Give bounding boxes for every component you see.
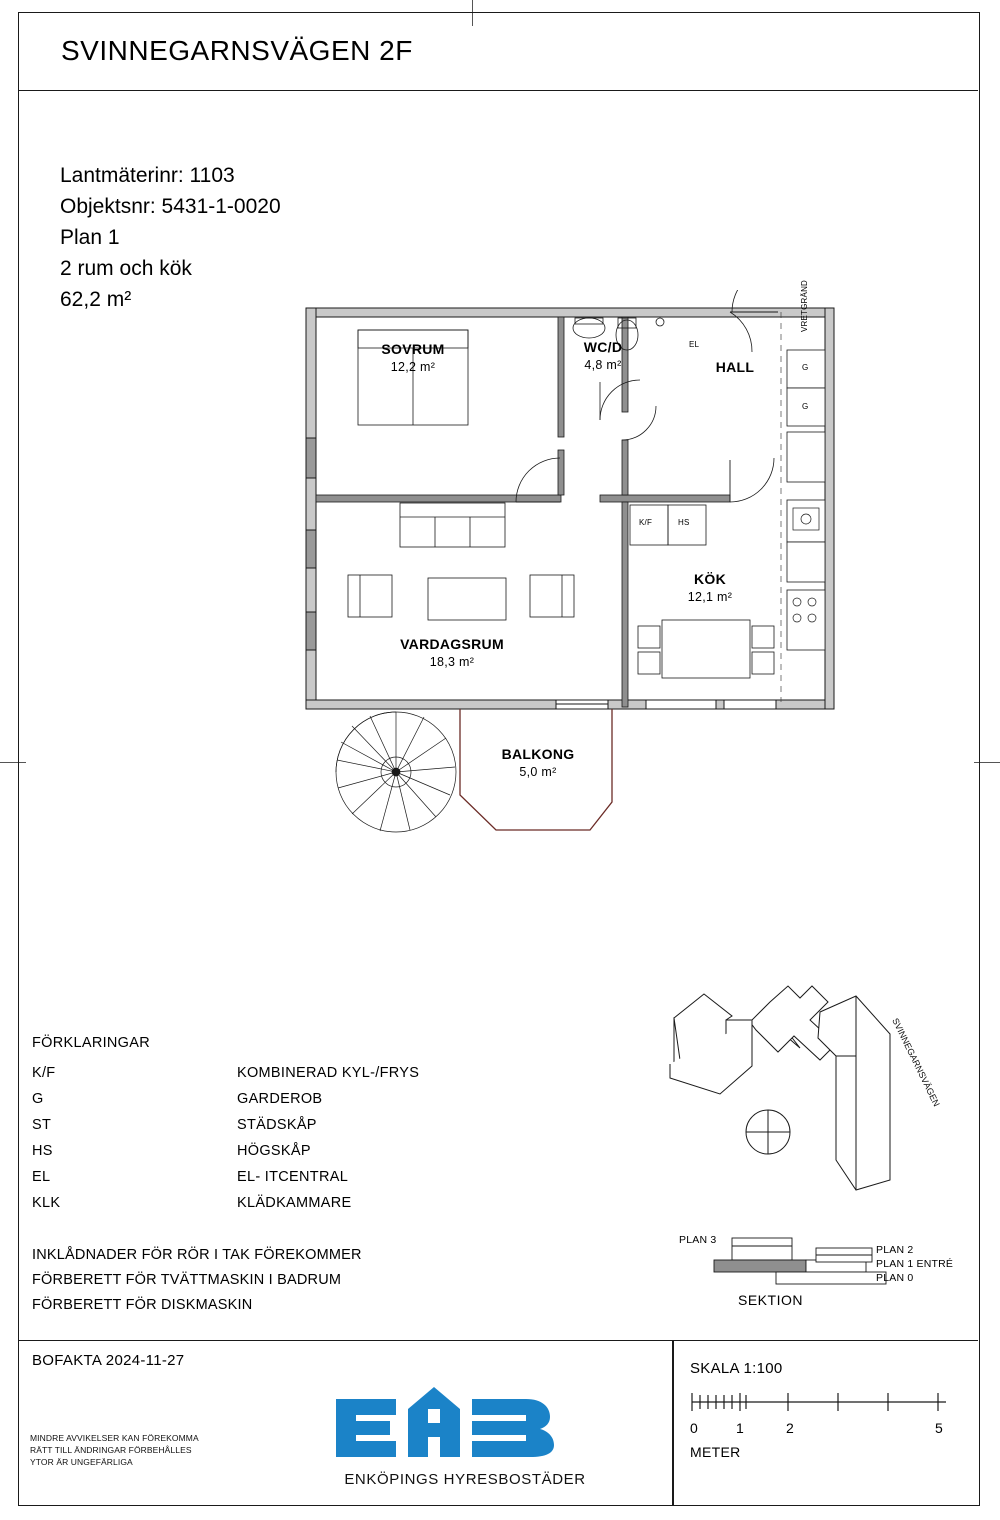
floorplan-drawing bbox=[300, 279, 860, 850]
room-label-hall bbox=[695, 358, 775, 376]
room-label-sovrum bbox=[358, 340, 468, 376]
room-label-balkong bbox=[468, 745, 608, 781]
legend-abbr: ST bbox=[32, 1117, 52, 1133]
scale-tick-2: 2 bbox=[786, 1420, 794, 1436]
company-name: ENKÖPINGS HYRESBOSTÄDER bbox=[344, 1471, 586, 1488]
legend-notes bbox=[32, 1243, 362, 1318]
room-name-vardagsrum: VARDAGSRUM bbox=[400, 636, 504, 652]
section-label-plan0: PLAN 0 bbox=[876, 1272, 914, 1284]
legend-abbr: KLK bbox=[32, 1195, 61, 1211]
disclaimer-line: RÄTT TILL ÄNDRINGAR FÖRBEHÅLLES bbox=[30, 1445, 192, 1455]
section-label-plan1: PLAN 1 ENTRÉ bbox=[876, 1258, 954, 1270]
company-logo bbox=[330, 1385, 600, 1495]
room-label-kok bbox=[655, 570, 765, 606]
legend-row bbox=[32, 1143, 419, 1169]
marker-g-2: G bbox=[802, 402, 809, 411]
ehb-logo-icon bbox=[330, 1385, 600, 1469]
section-diagram bbox=[680, 1230, 970, 1320]
legend-text: GARDEROB bbox=[237, 1091, 323, 1107]
room-name-balkong: BALKONG bbox=[501, 746, 575, 762]
scale-block bbox=[690, 1360, 950, 1460]
info-area: 62,2 m² bbox=[60, 288, 132, 311]
section-label-plan2: PLAN 2 bbox=[876, 1244, 914, 1256]
marker-g-1: G bbox=[802, 363, 809, 372]
legend-row bbox=[32, 1091, 419, 1117]
legend-abbr: EL bbox=[32, 1169, 51, 1185]
note-line: FÖRBERETT FÖR DISKMASKIN bbox=[32, 1297, 253, 1313]
info-lantmaterinr: Lantmäterinr: 1103 bbox=[60, 164, 235, 187]
disclaimer-line: MINDRE AVVIKELSER KAN FÖREKOMMA bbox=[30, 1433, 199, 1443]
room-name-hall: HALL bbox=[715, 359, 755, 375]
legend-text: HÖGSKÅP bbox=[237, 1143, 311, 1159]
legend-text: EL- ITCENTRAL bbox=[237, 1169, 349, 1185]
marker-hs: HS bbox=[678, 518, 690, 527]
section-label-plan3: PLAN 3 bbox=[679, 1234, 717, 1246]
legend-row bbox=[32, 1195, 419, 1221]
room-area-balkong: 5,0 m² bbox=[519, 765, 557, 779]
marker-kf: K/F bbox=[639, 518, 653, 527]
scale-title: SKALA 1:100 bbox=[690, 1360, 783, 1377]
scale-tick-5: 5 bbox=[935, 1420, 943, 1436]
page-title: SVINNEGARNSVÄGEN 2F bbox=[61, 35, 413, 66]
property-info bbox=[60, 160, 281, 315]
legend-heading: FÖRKLARINGAR bbox=[32, 1035, 151, 1051]
site-map bbox=[660, 960, 940, 1220]
sitemap-street-text: SVINNEGARNSVÄGEN bbox=[890, 1016, 940, 1109]
room-label-wcd bbox=[548, 338, 658, 374]
street-label-vretgrand: VRETGRÄND bbox=[800, 279, 809, 332]
room-area-wcd: 4,8 m² bbox=[584, 358, 622, 372]
bofakta-date: BOFAKTA 2024-11-27 bbox=[32, 1352, 185, 1369]
info-plan: Plan 1 bbox=[60, 226, 120, 249]
room-name-wcd: WC/D bbox=[583, 339, 623, 355]
footer-divider bbox=[672, 1341, 674, 1506]
marker-el: EL bbox=[689, 340, 700, 349]
legend-block bbox=[32, 1035, 419, 1221]
legend-text: STÄDSKÅP bbox=[237, 1117, 317, 1133]
legend-row bbox=[32, 1117, 419, 1143]
note-line: INKLÅDNADER FÖR RÖR I TAK FÖREKOMMER bbox=[32, 1247, 362, 1263]
note-line: FÖRBERETT FÖR TVÄTTMASKIN I BADRUM bbox=[32, 1272, 342, 1288]
scale-tick-labels bbox=[690, 1420, 950, 1438]
disclaimer-line: YTOR ÄR UNGEFÄRLIGA bbox=[30, 1457, 133, 1467]
legend-text: KLÄDKAMMARE bbox=[237, 1195, 352, 1211]
info-objektsnr: Objektsnr: 5431-1-0020 bbox=[60, 195, 281, 218]
scale-tick-1: 1 bbox=[736, 1420, 744, 1436]
room-name-kok: KÖK bbox=[693, 571, 726, 587]
room-area-sovrum: 12,2 m² bbox=[390, 360, 436, 374]
legend-table bbox=[32, 1065, 419, 1221]
scale-bar-icon bbox=[690, 1389, 950, 1415]
scale-unit: METER bbox=[690, 1444, 741, 1460]
section-title: SEKTION bbox=[738, 1292, 803, 1308]
room-area-vardagsrum: 18,3 m² bbox=[429, 655, 475, 669]
info-rooms: 2 rum och kök bbox=[60, 257, 192, 280]
legend-abbr: K/F bbox=[32, 1065, 56, 1081]
legend-row bbox=[32, 1065, 419, 1091]
disclaimer-text bbox=[30, 1432, 199, 1468]
legend-abbr: G bbox=[32, 1091, 44, 1107]
room-area-kok: 12,1 m² bbox=[687, 590, 733, 604]
legend-row bbox=[32, 1169, 419, 1195]
room-label-vardagsrum bbox=[372, 635, 532, 671]
room-name-sovrum: SOVRUM bbox=[381, 341, 445, 357]
legend-text: KOMBINERAD KYL-/FRYS bbox=[237, 1065, 420, 1081]
legend-abbr: HS bbox=[32, 1143, 53, 1159]
scale-tick-0: 0 bbox=[690, 1420, 698, 1436]
title-bar bbox=[19, 13, 978, 91]
